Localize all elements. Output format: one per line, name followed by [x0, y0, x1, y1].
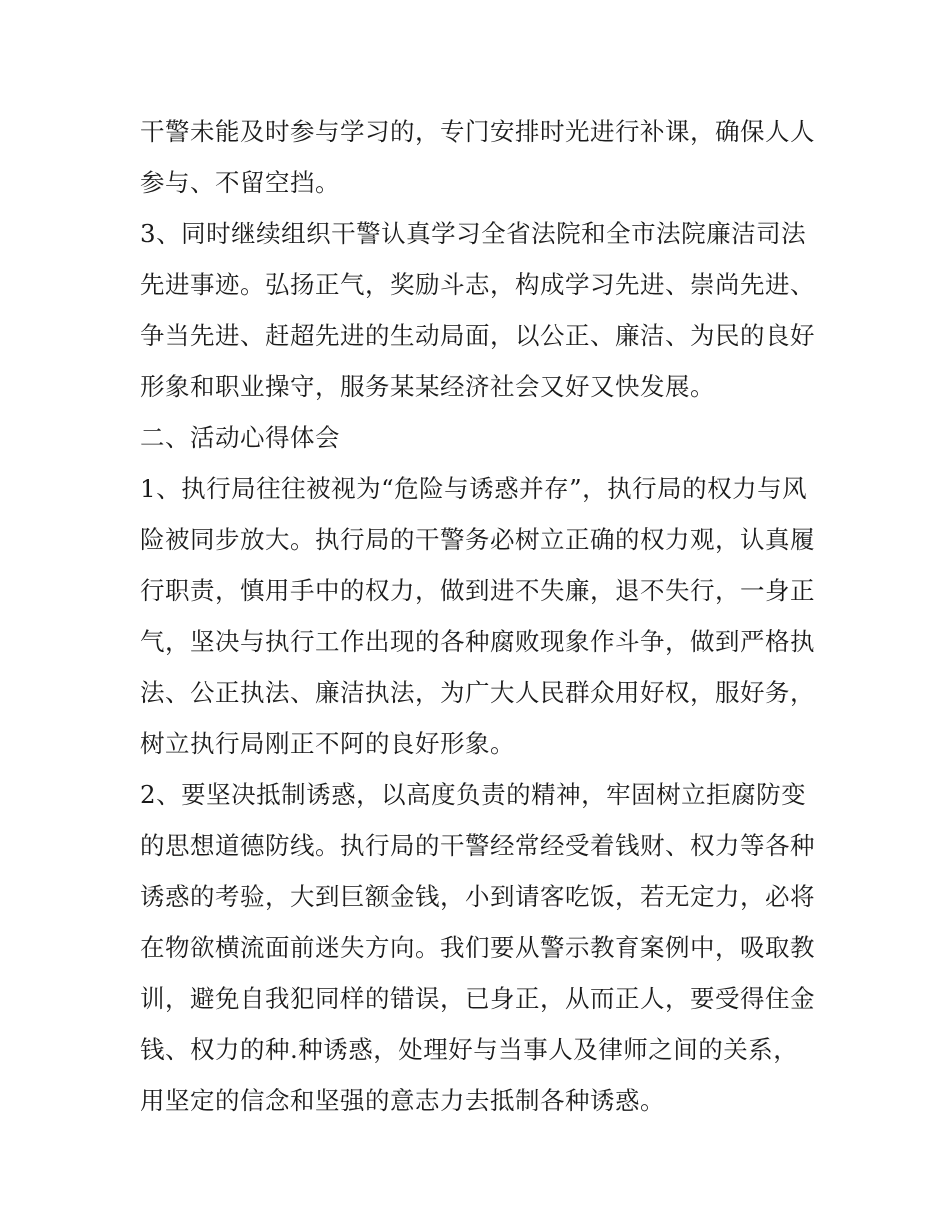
text-line-11: 气，坚决与执行工作出现的各种腐败现象作斗争，做到严格执: [140, 627, 815, 656]
text-line-12: 法、公正执法、廉洁执法，为广大人民群众用好权，服好务，: [140, 678, 815, 707]
text-line-4: 先进事迹。弘扬正气，奖励斗志，构成学习先进、崇尚先进、: [140, 270, 815, 299]
text-line-15: 的思想道德防线。执行局的干警经常经受着钱财、权力等各种: [140, 831, 815, 860]
text-line-17: 在物欲横流面前迷失方向。我们要从警示教育案例中，吸取教: [140, 933, 815, 962]
text-line-5: 争当先进、赶超先进的生动局面，以公正、廉洁、为民的良好: [140, 321, 815, 350]
text-line-19: 钱、权力的种.种诱惑，处理好与当事人及律师之间的关系，: [140, 1035, 799, 1064]
text-line-3: 3、同时继续组织干警认真学习全省法院和全市法院廉洁司法: [140, 219, 807, 248]
text-line-13: 树立执行局刚正不阿的良好形象。: [140, 729, 515, 758]
text-line-1: 干警未能及时参与学习的，专门安排时光进行补课，确保人人: [140, 117, 815, 146]
document-body: [140, 106, 830, 1126]
text-line-20: 用坚定的信念和坚强的意志力去抵制各种诱惑。: [140, 1086, 665, 1115]
text-line-10: 行职责，慎用手中的权力，做到进不失廉，退不失行，一身正: [140, 576, 815, 605]
text-line-16: 诱惑的考验，大到巨额金钱，小到请客吃饭，若无定力，必将: [140, 882, 815, 911]
text-line-6: 形象和职业操守，服务某某经济社会又好又快发展。: [140, 372, 715, 401]
text-line-8: 1、执行局往往被视为“危险与诱惑并存”，执行局的权力与风: [140, 474, 808, 503]
text-line-14: 2、要坚决抵制诱惑，以高度负责的精神，牢固树立拒腐防变: [140, 780, 807, 809]
section-heading: 二、活动心得体会: [140, 423, 340, 452]
text-line-2: 参与、不留空挡。: [140, 168, 340, 197]
text-line-9: 险被同步放大。执行局的干警务必树立正确的权力观，认真履: [140, 525, 815, 554]
text-line-18: 训，避免自我犯同样的错误，已身正，从而正人，要受得住金: [140, 984, 815, 1013]
